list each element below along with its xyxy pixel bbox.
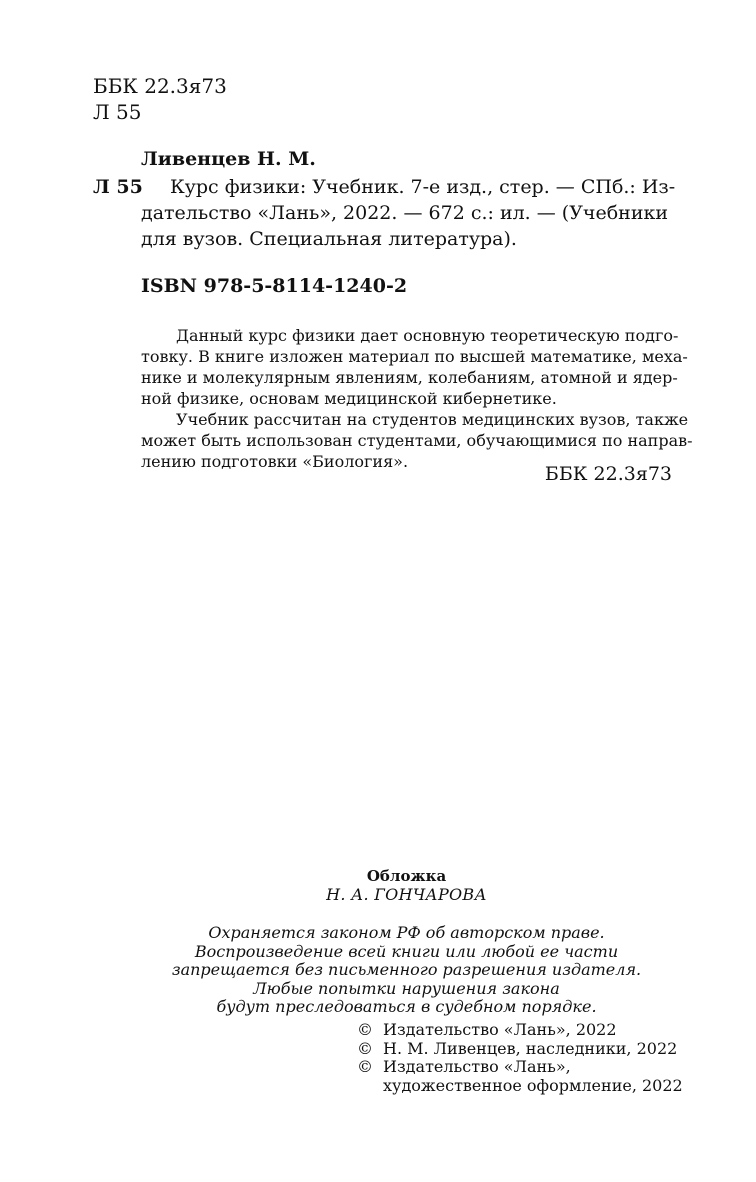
author-name: Ливенцев Н. М. — [141, 148, 316, 170]
annotation-line: Данный курс физики дает основную теоретическую подго- — [176, 326, 679, 345]
annotation-line: может быть использован студентами, обучающимися по направ- — [141, 431, 693, 450]
bbk-code-bottom: ББК 22.3я73 — [544, 463, 672, 485]
copyright-row — [357, 1058, 683, 1077]
bibliographic-line: Курс физики: Учебник. 7-е изд., стер. — СПб.: Из- — [170, 176, 676, 198]
notice-line: будут преследоваться в судебном порядке. — [216, 997, 597, 1016]
copyright-row — [357, 1077, 683, 1096]
notice-line: Охраняется законом РФ об авторском праве. — [208, 923, 605, 942]
copyright-holder-continued: художественное оформление, 2022 — [383, 1075, 683, 1095]
annotation-line: лению подготовки «Биология». — [141, 452, 409, 471]
copyright-row — [357, 1040, 683, 1059]
annotation-line: нике и молекулярным явлениям, колебаниям, атомной и ядер- — [141, 368, 678, 387]
notice-line: Воспроизведение всей книги или любой ее части — [194, 941, 619, 961]
notice-line: запрещается без письменного разрешения издателя. — [171, 960, 642, 979]
bibliographic-line: для вузов. Специальная литература). — [141, 228, 517, 250]
copyright-holder: Издательство «Лань», — [383, 1057, 571, 1076]
copyright-symbol: © — [357, 1020, 373, 1039]
copyright-holder: Издательство «Лань», 2022 — [383, 1020, 617, 1039]
annotation-line: Учебник рассчитан на студентов медицинских вузов, также — [176, 410, 689, 429]
bbk-code: ББК 22.3я73 — [93, 74, 227, 98]
cover-label: Обложка — [366, 867, 447, 885]
annotation-line: товку. В книге изложен материал по высшей математике, меха- — [141, 347, 688, 366]
copyright-notice — [141, 924, 672, 1017]
copyright-row — [357, 1021, 683, 1040]
copyright-list — [357, 1021, 683, 1095]
copyright-symbol: © — [357, 1038, 373, 1058]
annotation-line: ной физике, основам медицинской кибернетике. — [141, 389, 557, 408]
copyright-holder: Н. М. Ливенцев, наследники, 2022 — [383, 1038, 678, 1058]
copyright-symbol: © — [357, 1057, 373, 1076]
cover-artist: Н. А. ГОНЧАРОВА — [326, 885, 487, 904]
cover-credit — [141, 867, 672, 905]
isbn: ISBN 978-5-8114-1240-2 — [141, 275, 408, 297]
entry-index: Л 55 — [93, 176, 143, 198]
author-sign-code: Л 55 — [93, 100, 142, 124]
bibliographic-line: дательство «Лань», 2022. — 672 с.: ил. — (Учебники — [141, 202, 669, 224]
notice-line: Любые попытки нарушения закона — [253, 978, 560, 998]
